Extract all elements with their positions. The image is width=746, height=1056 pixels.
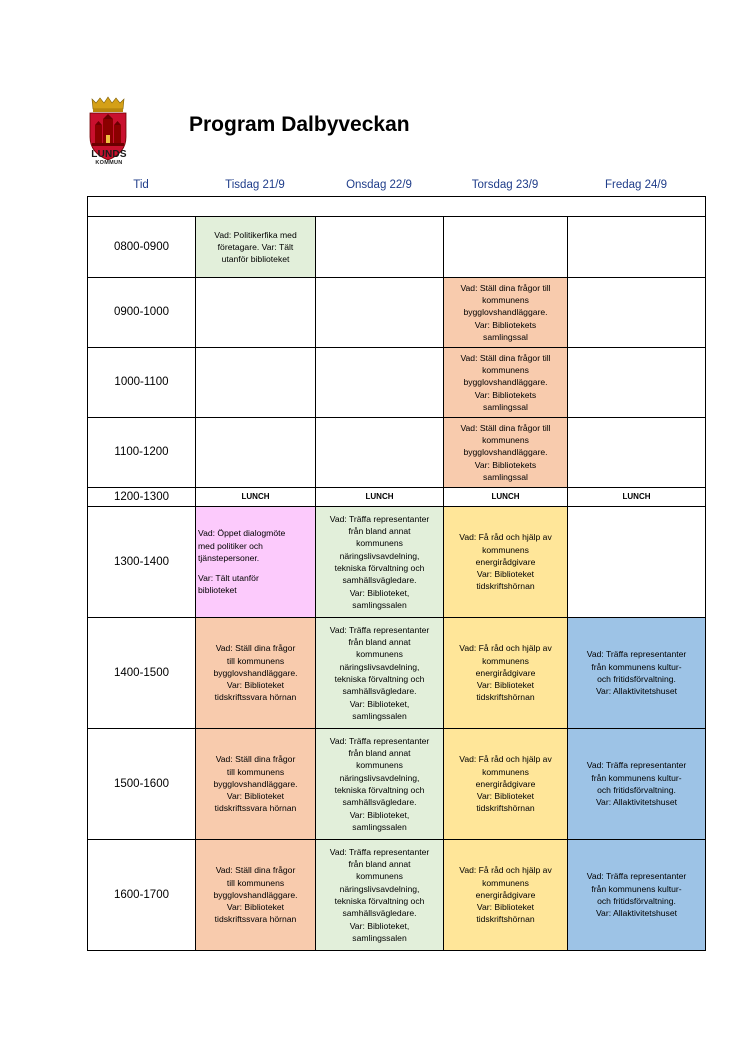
lunch-cell: LUNCH [316,488,444,507]
event-cell: Vad: Träffa representanter från kommunens kultur- och fritidsförvaltning. Var: Allaktivitetshuset [568,618,706,729]
event-what: Vad: Öppet dialogmöte med politiker och tjänstepersoner. [198,528,286,563]
event-cell: Vad: Få råd och hjälp av kommunens energirådgivare Var: Biblioteket tidskriftshörnan [444,507,568,618]
lunch-cell: LUNCH [568,488,706,507]
time-cell: 1400-1500 [88,618,196,729]
event-cell: Vad: Ställ dina frågor till kommunens bygglovshandläggare. Var: Biblioteket tidskriftssvara hörnan [196,840,316,951]
event-where: Var: Tält utanför biblioteket [198,573,259,596]
event-cell: Vad: Träffa representanter från bland annat kommunens näringslivsavdelning, tekniska förvaltning och samhällsvägledare. Var: Biblioteket, samlingssalen [316,840,444,951]
time-cell: 1000-1100 [88,348,196,418]
header-tuesday: Tisdag 21/9 [225,179,285,191]
table-row [88,507,706,618]
empty-cell [568,507,706,618]
empty-cell [316,348,444,418]
event-cell: Vad: Få råd och hjälp av kommunens energirådgivare Var: Biblioteket tidskriftshörnan [444,729,568,840]
event-cell: Vad: Träffa representanter från kommunens kultur- och fritidsförvaltning. Var: Allaktivitetshuset [568,840,706,951]
table-row [88,840,706,951]
event-cell: Vad: Politikerfika med företagare. Var: Tält utanför biblioteket [196,217,316,278]
empty-cell [568,418,706,488]
time-cell: 1100-1200 [88,418,196,488]
time-cell: 1200-1300 [88,488,196,507]
empty-cell [444,217,568,278]
table-row [88,348,706,418]
empty-cell [316,278,444,348]
empty-cell [88,197,706,217]
logo-wordmark [86,150,132,167]
empty-cell [196,348,316,418]
logo-text-line1: LUNDS [91,149,127,160]
time-cell: 1500-1600 [88,729,196,840]
event-cell: Vad: Ställ dina frågor till kommunens bygglovshandläggare. Var: Bibliotekets samlingssal [444,348,568,418]
table-row [88,729,706,840]
event-cell: Vad: Träffa representanter från bland annat kommunens näringslivsavdelning, tekniska förvaltning och samhällsvägledare. Var: Biblioteket, samlingssalen [316,507,444,618]
page-title: Program Dalbyveckan [189,113,410,136]
event-cell: Vad: Träffa representanter från bland annat kommunens näringslivsavdelning, tekniska förvaltning och samhällsvägledare. Var: Biblioteket, samlingssalen [316,729,444,840]
time-cell: 0800-0900 [88,217,196,278]
event-cell: Vad: Ställ dina frågor till kommunens bygglovshandläggare. Var: Bibliotekets samlingssal [444,418,568,488]
event-cell: Vad: Träffa representanter från kommunens kultur- och fritidsförvaltning. Var: Allaktivitetshuset [568,729,706,840]
lunch-cell: LUNCH [196,488,316,507]
event-cell: Vad: Ställ dina frågor till kommunens bygglovshandläggare. Var: Bibliotekets samlingssal [444,278,568,348]
table-row-lunch [88,488,706,507]
header-wednesday: Onsdag 22/9 [346,179,412,191]
logo-text-line2: KOMMUN [95,160,123,166]
event-cell: Vad: Träffa representanter från bland annat kommunens näringslivsavdelning, tekniska förvaltning och samhällsvägledare. Var: Biblioteket, samlingssalen [316,618,444,729]
event-cell: Vad: Ställ dina frågor till kommunens bygglovshandläggare. Var: Biblioteket tidskriftssvara hörnan [196,729,316,840]
table-spacer-row [88,197,706,217]
table-row [88,217,706,278]
schedule-table [87,196,706,951]
empty-cell [568,217,706,278]
lunch-cell: LUNCH [444,488,568,507]
empty-cell [196,418,316,488]
empty-cell [316,418,444,488]
event-cell [196,507,316,618]
header-time: Tid [133,179,149,191]
empty-cell [568,348,706,418]
column-headers [87,179,705,195]
time-cell: 1600-1700 [88,840,196,951]
time-cell: 0900-1000 [88,278,196,348]
empty-cell [196,278,316,348]
table-row [88,278,706,348]
table-row [88,418,706,488]
event-cell: Vad: Få råd och hjälp av kommunens energirådgivare Var: Biblioteket tidskriftshörnan [444,840,568,951]
table-row [88,618,706,729]
time-cell: 1300-1400 [88,507,196,618]
header-friday: Fredag 24/9 [604,179,667,191]
empty-cell [316,217,444,278]
empty-cell [568,278,706,348]
header-thursday: Torsdag 23/9 [471,179,539,191]
event-cell: Vad: Ställ dina frågor till kommunens bygglovshandläggare. Var: Biblioteket tidskriftssvara hörnan [196,618,316,729]
event-cell: Vad: Få råd och hjälp av kommunens energirådgivare Var: Biblioteket tidskriftshörnan [444,618,568,729]
